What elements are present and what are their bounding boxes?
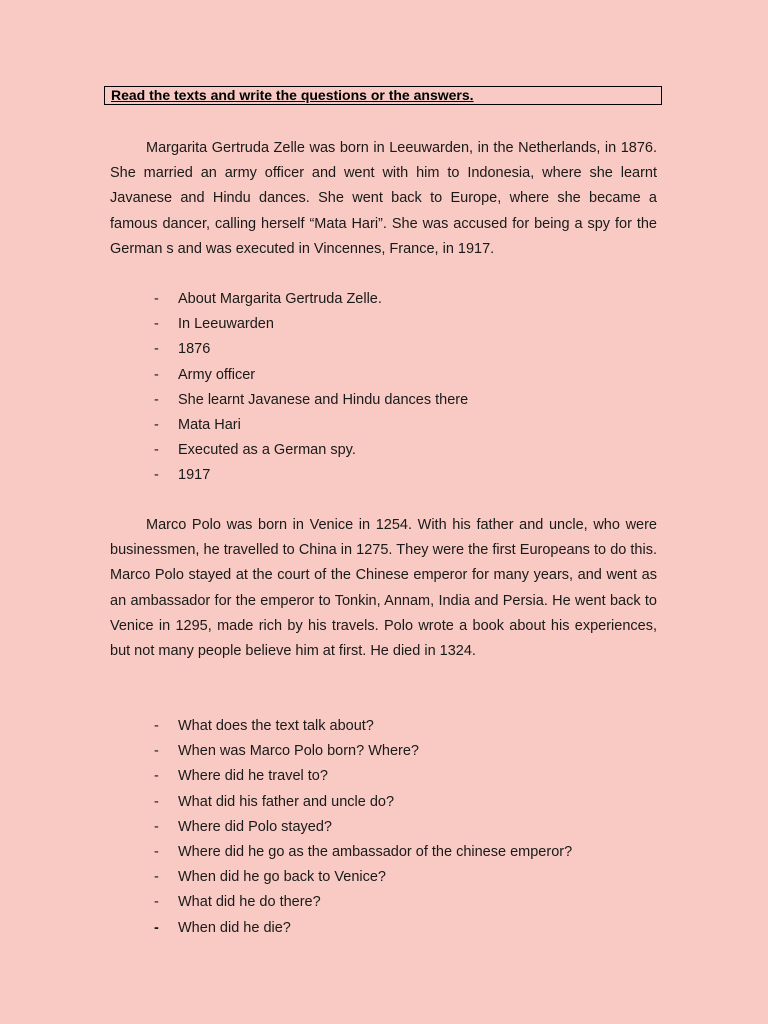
bullet-dash: - (154, 291, 159, 307)
list-item (154, 764, 572, 789)
list-item (154, 312, 468, 337)
list-item (154, 363, 468, 388)
list-item-text: 1917 (178, 467, 211, 484)
list-item-text: She learnt Javanese and Hindu dances there (178, 391, 469, 408)
bullet-dash: - (154, 843, 159, 860)
list-item (154, 714, 572, 739)
bullet-dash: - (154, 718, 159, 734)
list-item (154, 337, 468, 362)
bullet-dash: - (154, 818, 159, 835)
list-item-text: Where did he travel to? (178, 768, 328, 785)
bullet-dash: - (154, 919, 159, 936)
list-item-text: About Margarita Gertruda Zelle. (178, 291, 382, 307)
bullet-dash: - (154, 793, 159, 810)
list-item-text: Where did Polo stayed? (178, 818, 332, 835)
bullet-dash: - (154, 366, 159, 383)
text1-answer-list (154, 287, 468, 489)
list-item (154, 388, 468, 413)
instructions-title: Read the texts and write the questions or the answers. (104, 86, 662, 105)
list-item (154, 916, 572, 941)
list-item-text: Army officer (178, 366, 256, 383)
bullet-dash: - (154, 894, 159, 911)
bullet-dash: - (154, 341, 159, 358)
list-item-text: What did his father and uncle do? (178, 793, 395, 810)
bullet-dash: - (154, 416, 159, 433)
bullet-dash: - (154, 869, 159, 886)
list-item-text: Mata Hari (178, 416, 241, 433)
text1-paragraph: Margarita Gertruda Zelle was born in Leeuwarden, in the Netherlands, in 1876. She married an army officer and went with him to Indonesia, where she learnt Javanese and Hindu dances. She went back to Europe, where she became a famous dancer, calling herself “Mata Hari”. She was accused for being a spy for the German s and was executed in Vincennes, France, in 1917. (110, 140, 657, 257)
list-item-text: In Leeuwarden (178, 316, 274, 333)
list-item-text: When was Marco Polo born? Where? (178, 743, 419, 760)
text2-paragraph: Marco Polo was born in Venice in 1254. With his father and uncle, who were businessmen, he travelled to China in 1275. They were the first Europeans to do this. Marco Polo stayed at the court of the Chinese emperor for many years, and went as an ambassador for the emperor to Tonkin, Annam, India and Persia. He went back to Venice in 1295, made rich by his travels. Polo wrote a book about his experiences, but not many people believe him at first. He died in 1324. (110, 517, 657, 660)
list-item-text: Executed as a German spy. (178, 442, 356, 459)
bullet-dash: - (154, 316, 159, 333)
list-item-text: 1876 (178, 341, 211, 358)
bullet-dash: - (154, 768, 159, 785)
list-item-text: What does the text talk about? (178, 718, 374, 734)
bullet-dash: - (154, 442, 159, 459)
list-item (154, 890, 572, 915)
bullet-dash: - (154, 743, 159, 760)
text2-question-list (154, 714, 572, 941)
list-item (154, 287, 468, 312)
list-item (154, 739, 572, 764)
list-item (154, 790, 572, 815)
list-item (154, 463, 468, 488)
list-item (154, 865, 572, 890)
list-item-text: When did he go back to Venice? (178, 869, 386, 886)
list-item (154, 438, 468, 463)
list-item-text: When did he die? (178, 919, 291, 936)
bullet-dash: - (154, 467, 159, 484)
bullet-dash: - (154, 391, 159, 408)
list-item-text: What did he do there? (178, 894, 321, 911)
list-item-text: Where did he go as the ambassador of the chinese emperor? (178, 843, 573, 860)
list-item (154, 840, 572, 865)
list-item (154, 413, 468, 438)
list-item (154, 815, 572, 840)
